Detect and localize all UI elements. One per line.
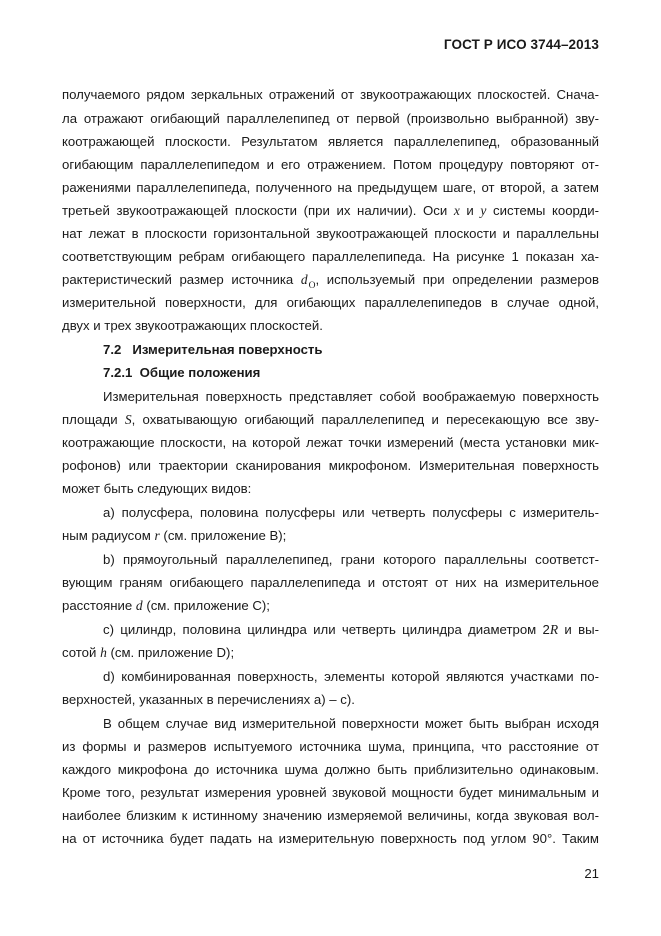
- text-line: огибающим параллелепипедом и его отражением. Потом процедуру повторяют от-: [62, 157, 599, 172]
- page-number: 21: [584, 866, 599, 881]
- list-item-line: [62, 528, 599, 544]
- text-line: из формы и размеров испытуемого источника шума, принципа, что расстояние от: [62, 739, 599, 754]
- text-line: каждого микрофона до источника шума должно быть приблизительно одинаковым.: [62, 762, 599, 777]
- text-line: ла отражают огибающий параллелепипед от первой (произвольно выбранной) зву-: [62, 111, 599, 126]
- text-span: третьей звукоотражающей плоскости (при их наличии). Оси: [62, 203, 448, 218]
- section-title: Измерительная поверхность: [132, 342, 323, 357]
- text-line: рофонов) или траектории сканирования микрофоном. Измерительная поверхность: [62, 458, 599, 473]
- section-heading: [103, 342, 599, 358]
- text-span: (см. приложение C);: [146, 598, 270, 613]
- text-span: расстояние: [62, 598, 133, 613]
- section-title: Общие положения: [139, 365, 261, 380]
- math-variable: $d_O$: [300, 272, 316, 291]
- list-item-line: верхностей, указанных в перечислениях а) – с).: [62, 692, 355, 707]
- text-line: наиболее близким к истинному значению измеряемой величины, когда звуковая вол-: [62, 808, 599, 823]
- list-item-line: [62, 645, 599, 661]
- math-variable: x: [453, 203, 460, 218]
- list-item-line: а) полусфера, половина полусферы или четверть полусферы с измеритель-: [103, 505, 599, 520]
- text-span: с) цилиндр, половина цилиндра или четверть цилиндра диаметром 2: [103, 622, 550, 637]
- text-line: [62, 272, 600, 291]
- document-header: ГОСТ Р ИСО 3744–2013: [443, 37, 599, 52]
- text-span: , охватывающую огибающий параллелепипед и пересекающую все зву-: [131, 412, 599, 427]
- list-item-line: вующим граням огибающего параллелепипеда и отстоят от них на измерительное: [62, 575, 599, 590]
- math-variable: r: [154, 528, 160, 543]
- text-line: Измерительная поверхность представляет собой воображаемую поверхность: [103, 389, 599, 404]
- text-line: получаемого рядом зеркальных отражений от звукоотражающих плоскостей. Снача-: [62, 87, 599, 102]
- math-variable: y: [480, 203, 487, 218]
- text-line: измерительной поверхности, для огибающих параллелепипедов в случае одной,: [62, 295, 599, 310]
- list-item-line: [62, 598, 599, 614]
- text-span: , используемый при определении размеров: [315, 272, 600, 287]
- text-line: [62, 203, 599, 219]
- text-line: В общем случае вид измерительной поверхности может быть выбран исходя: [103, 716, 599, 731]
- text-span: ным радиусом: [62, 528, 151, 543]
- section-number: 7.2.1: [103, 365, 133, 380]
- text-span: площади: [62, 412, 118, 427]
- text-line: двух и трех звукоотражающих плоскостей.: [62, 318, 323, 333]
- text-span: системы коорди-: [493, 203, 600, 218]
- text-line: ражениями параллелепипеда, полученного на предыдущем шаге, от второй, а затем: [62, 180, 599, 195]
- text-line: нат лежат в плоскости горизонтальной звукоотражающей плоскости и параллельны: [62, 226, 599, 241]
- math-variable: R: [549, 622, 559, 637]
- text-span: и вы-: [564, 622, 599, 637]
- text-span: рактеристический размер источника: [62, 272, 294, 287]
- text-span: (см. приложение B);: [163, 528, 287, 543]
- section-number: 7.2: [103, 342, 122, 357]
- text-line: коотражающей плоскости. Результатом является параллелепипед, образованный: [62, 134, 599, 149]
- list-item-line: [103, 622, 599, 638]
- text-span: (см. приложение D);: [110, 645, 235, 660]
- text-line: может быть следующих видов:: [62, 481, 252, 496]
- text-line: Кроме того, результат измерения уровней звуковой мощности будет минимальным и: [62, 785, 599, 800]
- text-span: и: [466, 203, 474, 218]
- math-variable: S: [124, 412, 132, 427]
- list-item-line: b) прямоугольный параллелепипед, грани которого параллельны соответст-: [103, 552, 599, 567]
- text-span: сотой: [62, 645, 97, 660]
- text-line: коотражающие плоскости, на которой лежат точки измерений (места установки мик-: [62, 435, 599, 450]
- math-variable: d: [135, 598, 143, 613]
- subsection-heading: [103, 365, 599, 381]
- text-line: соответствующим ребрам огибающего параллелепипеда. На рисунке 1 показан ха-: [62, 249, 599, 264]
- text-line: на от источника будет падать на измерительную поверхность под углом 90°. Таким: [62, 831, 599, 846]
- list-item-line: d) комбинированная поверхность, элементы которой являются участками по-: [103, 669, 599, 684]
- math-variable: h: [100, 645, 107, 660]
- text-line: [62, 412, 599, 428]
